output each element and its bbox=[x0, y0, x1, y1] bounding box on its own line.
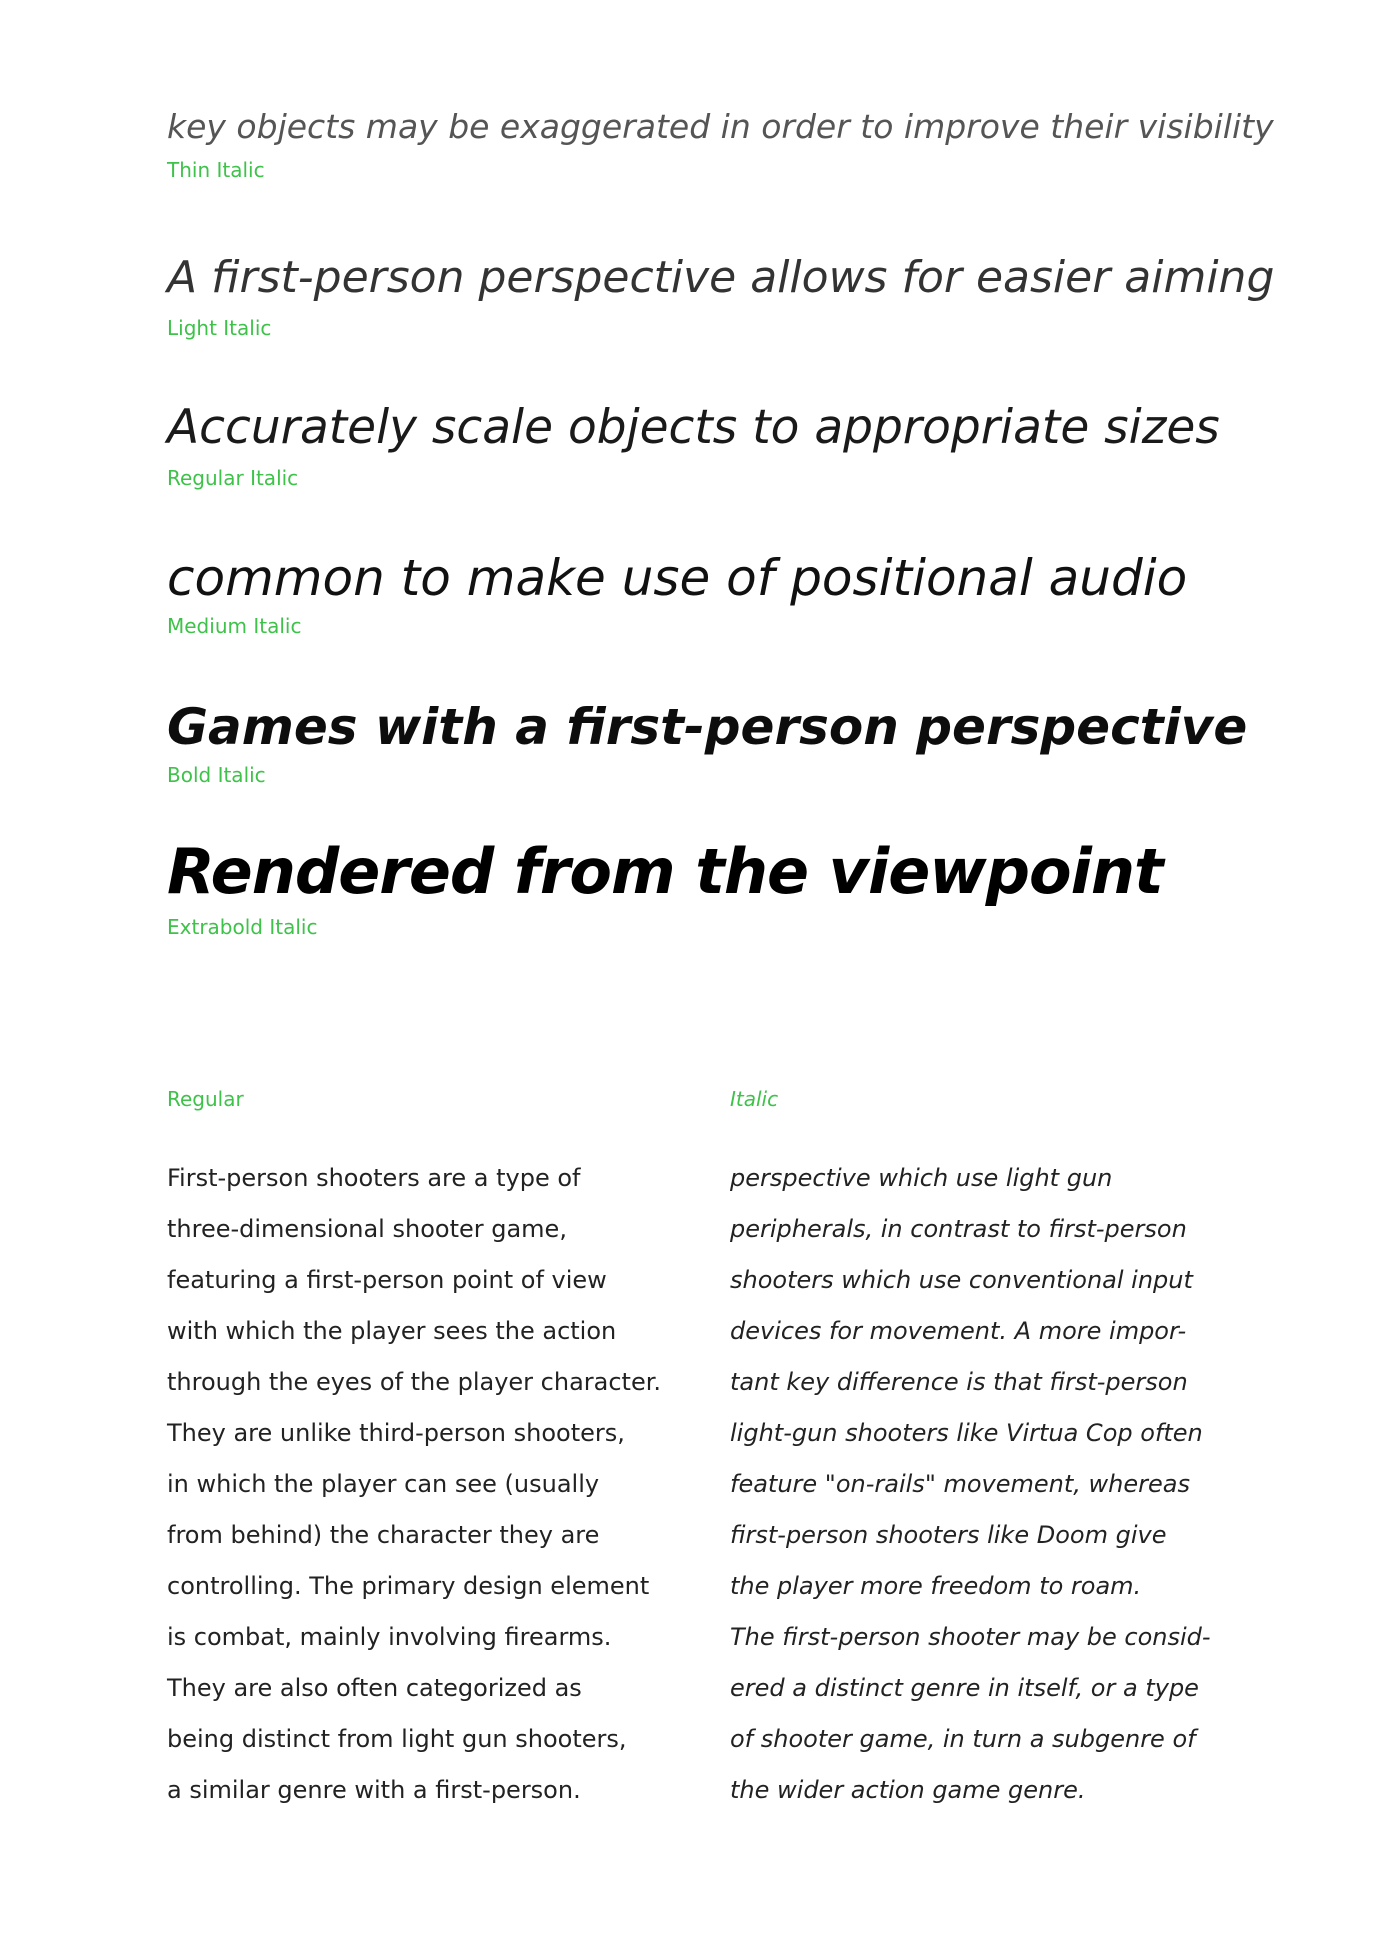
paragraph-line: the player more freedom to roam. bbox=[730, 1572, 1142, 1600]
weight-label: Extrabold Italic bbox=[167, 915, 318, 939]
weight-label: Medium Italic bbox=[167, 614, 302, 638]
sample-text: key objects may be exaggerated in order to improve their visibility bbox=[167, 107, 1274, 146]
sample-text: Rendered from the viewpoint bbox=[167, 835, 1163, 908]
paragraph-line: being distinct from light gun shooters, bbox=[167, 1725, 627, 1753]
sample-text: common to make use of positional audio bbox=[167, 549, 1188, 607]
regular-text-column bbox=[167, 1085, 697, 1816]
paragraph-line: feature "on-rails" movement, whereas bbox=[730, 1470, 1190, 1498]
paragraph-line: peripherals, in contrast to first-person bbox=[730, 1215, 1187, 1243]
paragraph-line: ered a distinct genre in itself, or a type bbox=[730, 1674, 1199, 1702]
paragraph-line: light-gun shooters like Virtua Cop often bbox=[730, 1419, 1203, 1447]
paragraph-line: controlling. The primary design element bbox=[167, 1572, 650, 1600]
column-heading: Regular bbox=[167, 1087, 244, 1111]
specimen-regular-italic bbox=[167, 397, 1277, 490]
paragraph-line: shooters which use conventional input bbox=[730, 1266, 1193, 1294]
weight-label: Light Italic bbox=[167, 316, 272, 340]
sample-text: Games with a first-person perspective bbox=[167, 698, 1248, 756]
paragraph-line: three-dimensional shooter game, bbox=[167, 1215, 567, 1243]
specimen-medium-italic bbox=[167, 545, 1277, 638]
paragraph-line: through the eyes of the player character. bbox=[167, 1368, 662, 1396]
sample-text: A first-person perspective allows for easier aiming bbox=[167, 252, 1275, 303]
sample-text: Accurately scale objects to appropriate sizes bbox=[167, 400, 1220, 455]
specimen-bold-italic bbox=[167, 694, 1277, 787]
paragraph-line: from behind) the character they are bbox=[167, 1521, 600, 1549]
paragraph-line: They are also often categorized as bbox=[167, 1674, 582, 1702]
paragraph-line: a similar genre with a first-person. bbox=[167, 1776, 581, 1804]
specimen-extrabold-italic bbox=[167, 833, 1277, 939]
paragraph-line: of shooter game, in turn a subgenre of bbox=[730, 1725, 1196, 1753]
paragraph-line: the wider action game genre. bbox=[730, 1776, 1086, 1804]
paragraph-line: They are unlike third-person shooters, bbox=[167, 1419, 625, 1447]
paragraph-line: with which the player sees the action bbox=[167, 1317, 617, 1345]
paragraph-line: is combat, mainly involving firearms. bbox=[167, 1623, 612, 1651]
paragraph-line: tant key difference is that first-person bbox=[730, 1368, 1188, 1396]
paragraph-line: featuring a first-person point of view bbox=[167, 1266, 607, 1294]
weight-label: Regular Italic bbox=[167, 466, 299, 490]
paragraph-line: first-person shooters like Doom give bbox=[730, 1521, 1167, 1549]
paragraph-line: in which the player can see (usually bbox=[167, 1470, 600, 1498]
specimen-thin-italic bbox=[167, 104, 1277, 182]
specimen-light-italic bbox=[167, 248, 1277, 340]
column-heading: Italic bbox=[730, 1087, 779, 1111]
weight-label: Thin Italic bbox=[167, 158, 265, 182]
paragraph-line: perspective which use light gun bbox=[730, 1164, 1113, 1192]
paragraph-line: devices for movement. A more impor- bbox=[730, 1317, 1187, 1345]
paragraph-line: First-person shooters are a type of bbox=[167, 1164, 581, 1192]
italic-text-column bbox=[730, 1085, 1260, 1816]
weight-label: Bold Italic bbox=[167, 763, 266, 787]
paragraph-line: The first-person shooter may be consid- bbox=[730, 1623, 1211, 1651]
